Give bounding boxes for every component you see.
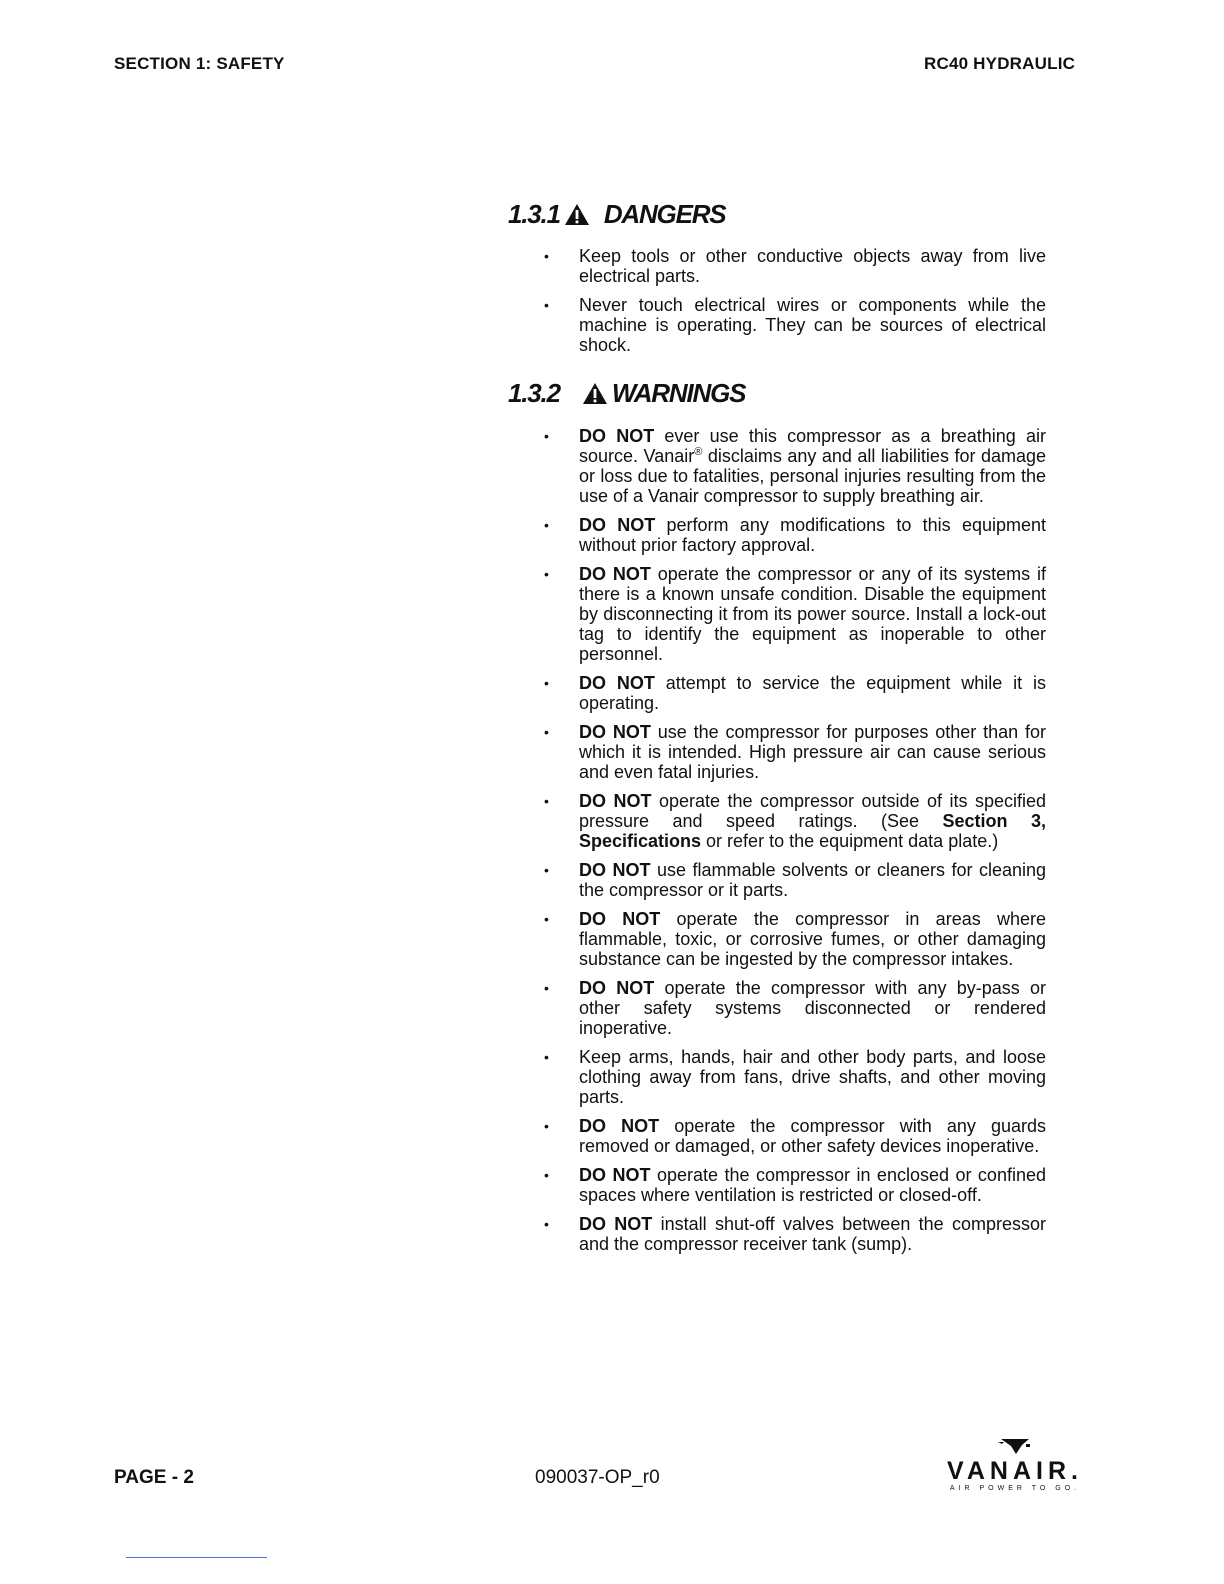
- do-not-lead: DO NOT: [579, 722, 651, 742]
- item-text: use the compressor for purposes other than for which it is intended. High pressure air can cause serious and even fatal injuries.: [579, 722, 1047, 782]
- list-item: [579, 426, 1046, 506]
- list-item: [579, 1116, 1046, 1156]
- item-text: operate the compressor with any guards removed or damaged, or other safety devices inoperative.: [579, 1116, 1047, 1156]
- do-not-lead: DO NOT: [579, 860, 651, 880]
- do-not-lead: DO NOT: [579, 978, 655, 998]
- do-not-lead: DO NOT: [579, 909, 661, 929]
- list-item: [579, 722, 1046, 782]
- item-text: operate the compressor in enclosed or confined spaces where ventilation is restricted or closed-off.: [579, 1165, 1046, 1205]
- list-item: [579, 515, 1046, 555]
- item-text: operate the compressor or any of its systems if there is a known unsafe condition. Disable the equipment by disconnecting it from its power source. Install a lock-out tag to identify the equipment as inoperable to other personnel.: [579, 564, 1046, 664]
- do-not-lead: DO NOT: [579, 1165, 651, 1185]
- list-item: [579, 1214, 1046, 1254]
- registered-mark: ®: [694, 446, 703, 458]
- list-item: • Never touch electrical wires or components while the machine is operating. They can be sources of electrical shock.: [579, 295, 1046, 355]
- do-not-lead: DO NOT: [579, 1214, 653, 1234]
- item-text: Keep arms, hands, hair and other body parts, and loose clothing away from fans, drive shafts, and other moving parts.: [579, 1047, 1046, 1107]
- dangers-section-number: 1.3.1: [508, 199, 560, 229]
- do-not-lead: DO NOT: [579, 426, 655, 446]
- do-not-lead: DO NOT: [579, 673, 655, 693]
- do-not-lead: DO NOT: [579, 515, 656, 535]
- list-item: [579, 978, 1046, 1038]
- list-item: • Keep tools or other conductive objects away from live electrical parts.: [579, 246, 1046, 286]
- item-text: perform any modifications to this equipment without prior factory approval.: [579, 515, 1047, 555]
- warnings-title: WARNINGS: [611, 378, 746, 408]
- page-number: PAGE - 2: [114, 1467, 194, 1488]
- do-not-lead: DO NOT: [579, 564, 651, 584]
- list-item: [579, 1047, 1046, 1107]
- do-not-lead: DO NOT: [579, 1116, 660, 1136]
- do-not-lead: DO NOT: [579, 791, 652, 811]
- item-text-cont: disclaims any and all liabilities for damage or loss due to fatalities, personal injuries resulting from the use of a Vanair compressor to supply breathing air.: [579, 446, 1046, 506]
- dangers-list: [579, 246, 1046, 364]
- document-code: 090037-OP_r0: [535, 1467, 660, 1488]
- section-reference: Section 3, Specifications: [579, 811, 1046, 851]
- list-item: [579, 673, 1046, 713]
- footer-rule: [126, 1557, 267, 1558]
- vanair-logo-icon: [940, 1436, 1090, 1456]
- item-text: install shut-off valves between the compressor and the compressor receiver tank (sump).: [579, 1214, 1046, 1254]
- header-product-title: RC40 HYDRAULIC: [924, 54, 1076, 73]
- item-text: use flammable solvents or cleaners for cleaning the compressor or it parts.: [579, 860, 1046, 900]
- item-text: ever use this compressor as a breathing air source. Vanair: [579, 426, 1046, 466]
- warning-triangle-icon: [582, 382, 608, 405]
- registered-mark: .: [1071, 1457, 1083, 1485]
- header-section-title: SECTION 1: SAFETY: [114, 54, 285, 73]
- warnings-list: [579, 426, 1046, 1263]
- list-item: [579, 564, 1046, 664]
- brand-name: VANAIR: [947, 1457, 1072, 1485]
- brand-wordmark: [940, 1458, 1090, 1484]
- list-item: [579, 860, 1046, 900]
- dangers-title: DANGERS: [603, 199, 726, 229]
- list-item: [579, 1165, 1046, 1205]
- list-item: [579, 791, 1046, 851]
- dangers-heading: [508, 199, 725, 230]
- item-text: operate the compressor in areas where flammable, toxic, or corrosive fumes, or other damaging substance can be ingested by the compressor intakes.: [579, 909, 1046, 969]
- list-item: [579, 909, 1046, 969]
- item-text-cont: or refer to the equipment data plate.): [701, 831, 999, 851]
- item-text: operate the compressor outside of its specified pressure and speed ratings. (See: [579, 791, 1047, 831]
- brand-tagline: AIR POWER TO GO.: [949, 1485, 1081, 1492]
- item-text: operate the compressor with any by-pass or other safety systems disconnected or rendered inoperative.: [579, 978, 1046, 1038]
- warnings-heading: [508, 378, 745, 409]
- vanair-logo: [940, 1436, 1090, 1494]
- item-text: attempt to service the equipment while it is operating.: [579, 673, 1046, 713]
- warning-triangle-icon: [564, 203, 590, 226]
- warnings-section-number: 1.3.2: [508, 378, 560, 408]
